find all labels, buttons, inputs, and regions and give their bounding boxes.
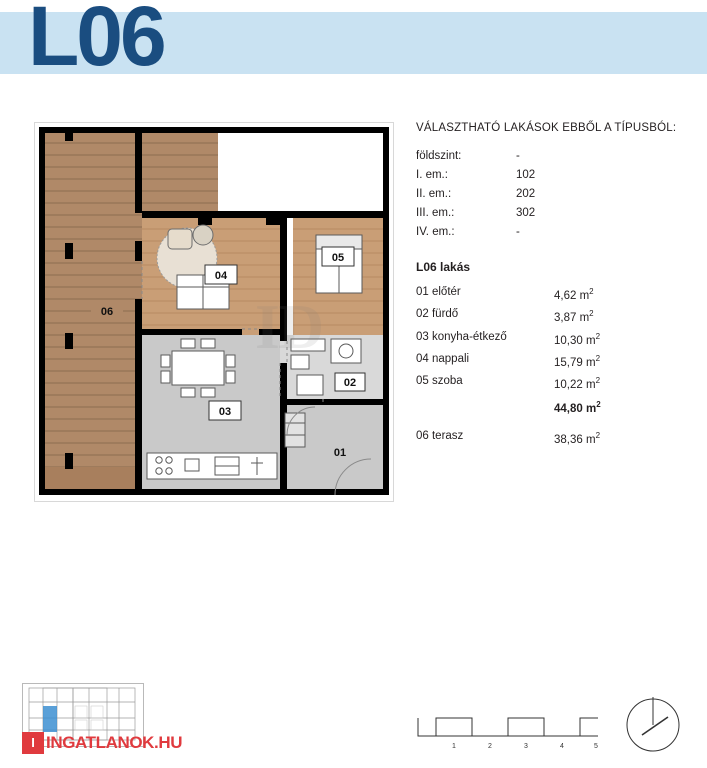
level-row: [416, 147, 686, 166]
svg-text:05: 05: [331, 252, 345, 264]
total-area-row: [416, 395, 686, 418]
svg-text:02: 02: [343, 377, 357, 389]
room-name: 02 fürdő: [416, 308, 459, 321]
room-area: [554, 305, 644, 327]
square-unit: 2: [595, 376, 601, 386]
svg-text:04: 04: [214, 270, 228, 282]
room-name: 04 nappali: [416, 352, 470, 365]
room-area-value: 10,22 m: [554, 379, 596, 392]
room-row: [416, 328, 686, 350]
room-name: 01 előtér: [416, 286, 461, 298]
scale-tick-label: 4: [560, 743, 564, 750]
scale-tick-label: 2: [488, 743, 492, 750]
scale-bar-drawing: [414, 714, 604, 754]
terrace-row: [416, 427, 686, 449]
flat-title: L06 lakás: [416, 260, 471, 274]
level-row: [416, 166, 686, 185]
square-unit: 2: [595, 430, 601, 440]
room-row: [416, 372, 686, 394]
logo-text: INGATLANOK.HU: [46, 733, 183, 752]
site-logo[interactable]: [22, 732, 212, 754]
page-title: L06: [28, 0, 164, 83]
room-area: [554, 328, 644, 350]
room-row: [416, 305, 686, 327]
level-row: [416, 185, 686, 204]
room-area: [554, 372, 644, 394]
room-name: 03 konyha-étkező: [416, 330, 507, 343]
room-row: [416, 350, 686, 372]
room-area-value: 3,87 m: [554, 312, 590, 325]
terrace-name: 06 terasz: [416, 429, 464, 442]
svg-text:06: 06: [100, 306, 114, 318]
info-panel: [416, 122, 686, 449]
level-label: II. em.:: [416, 188, 452, 200]
compass-icon: [624, 695, 682, 753]
level-value: 302: [516, 207, 536, 219]
level-row: [416, 204, 686, 223]
terrace-area-value: 38,36 m: [554, 433, 596, 446]
room-row: [416, 283, 686, 305]
compass-drawing: [624, 695, 682, 753]
square-unit: 2: [596, 399, 601, 409]
info-heading: VÁLASZTHATÓ LAKÁSOK EBBŐL A TÍPUSBÓL:: [416, 122, 677, 134]
total-area-value: 44,80 m: [554, 402, 597, 415]
level-value: -: [516, 150, 520, 162]
room-area-value: 4,62 m: [554, 289, 590, 302]
square-unit: 2: [595, 353, 601, 363]
scale-bar: [414, 714, 604, 754]
level-label: III. em.:: [416, 207, 455, 219]
furniture-kitchen: [147, 453, 277, 479]
svg-text:01: 01: [333, 447, 347, 459]
room-area-value: 15,79 m: [554, 356, 596, 369]
scale-tick-label: 1: [452, 743, 456, 750]
square-unit: 2: [589, 287, 594, 296]
floor-plan: [34, 122, 394, 502]
room-area-value: 10,30 m: [554, 334, 596, 347]
level-row: [416, 223, 686, 242]
scale-tick-label: 5: [594, 743, 598, 750]
square-unit: 2: [595, 331, 601, 341]
level-label: IV. em.:: [416, 226, 455, 238]
level-value: -: [516, 226, 520, 238]
floor-plan-drawing: [35, 123, 393, 501]
logo-mark: I: [22, 732, 44, 754]
room-name: 05 szoba: [416, 375, 463, 388]
level-value: 202: [516, 188, 536, 200]
room-area: [554, 283, 644, 305]
room-area: [554, 350, 644, 372]
level-label: földszint:: [416, 150, 462, 162]
svg-text:03: 03: [218, 406, 232, 418]
scale-tick-label: 3: [524, 743, 528, 750]
square-unit: 2: [589, 309, 594, 319]
total-label: [416, 396, 554, 418]
total-area: [554, 396, 644, 418]
level-value: 102: [516, 169, 536, 181]
terrace-area: [554, 427, 644, 449]
level-label: I. em.:: [416, 169, 448, 181]
spacer: [416, 418, 686, 427]
